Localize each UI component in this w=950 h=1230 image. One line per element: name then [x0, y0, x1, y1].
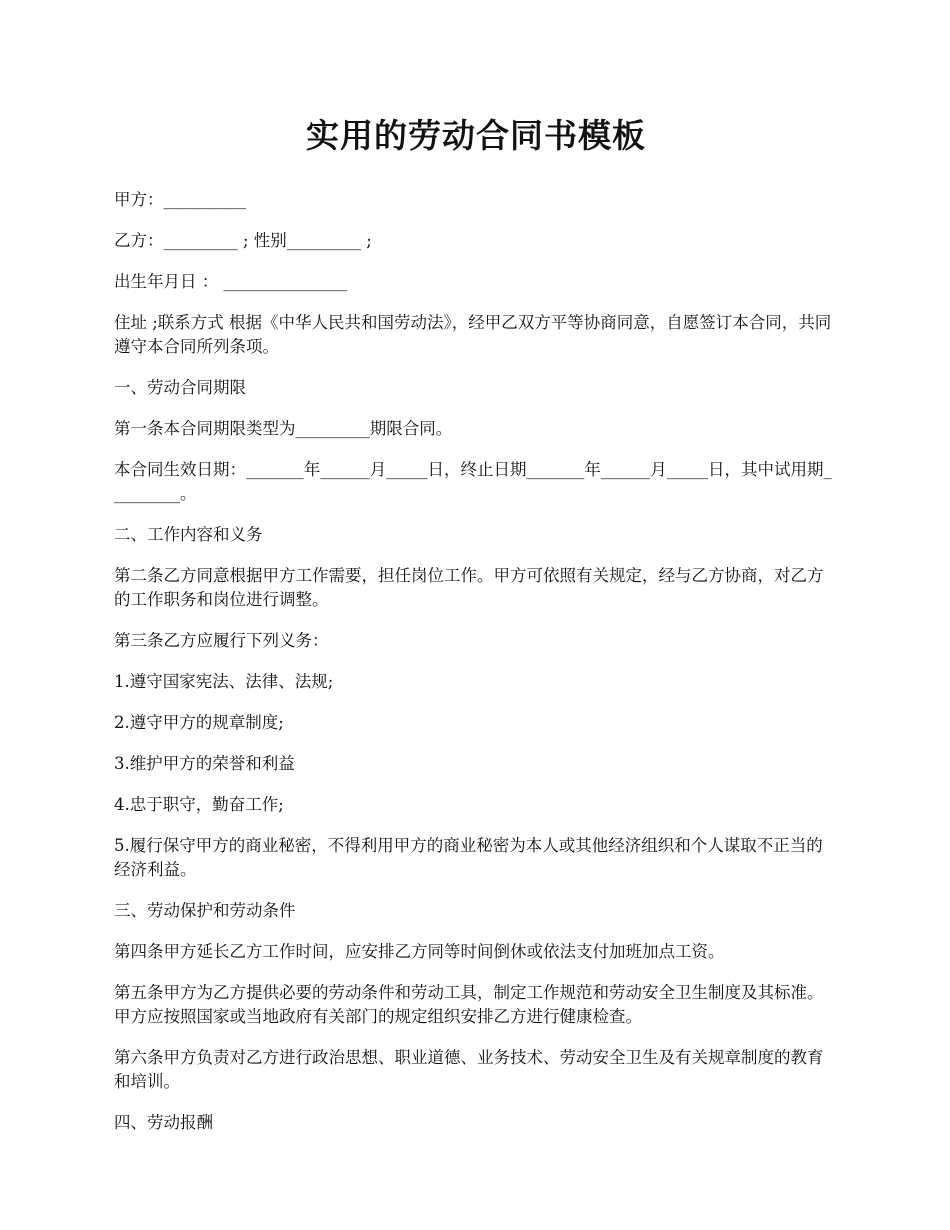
article-4: 第四条甲方延长乙方工作时间，应安排乙方同等时间倒休或依法支付加班加点工资。: [114, 942, 725, 961]
duty-item: 2.遵守甲方的规章制度;: [114, 713, 284, 732]
document-title: 实用的劳动合同书模板: [306, 116, 646, 155]
article-5: 第五条甲方为乙方提供必要的劳动条件和劳动工具，制定工作规范和劳动安全卫生制度及其标准。 甲方应按照国家或当地政府有关部门的规定组织安排乙方进行健康检查。: [114, 983, 829, 1026]
address-preamble: 住址 ;联系方式 根据《中华人民共和国劳动法》，经甲乙双方平等协商同意，自愿签订本合同，共同遵守本合同所列条项。: [114, 313, 832, 356]
article-1: 第一条本合同期限类型为_________期限合同。: [114, 419, 453, 438]
article-3: 第三条乙方应履行下列义务：: [114, 631, 329, 650]
section-heading-duties: 二、工作内容和义务: [114, 525, 263, 544]
party-b-line: 乙方：_________ ; 性别_________ ;: [114, 231, 372, 250]
effective-date-line: 本合同生效日期：_______年______月_____日，终止日期_______年______月_____日，其中试用期_________。: [114, 460, 832, 503]
article-2: 第二条乙方同意根据甲方工作需要，担任岗位工作。甲方可依照有关规定，经与乙方协商，对乙方的工作职务和岗位进行调整。: [114, 566, 824, 609]
section-heading-protection: 三、劳动保护和劳动条件: [114, 901, 296, 920]
duty-item: 3.维护甲方的荣誉和利益: [114, 754, 295, 773]
section-heading-pay: 四、劳动报酬: [114, 1113, 213, 1132]
duty-item: 5.履行保守甲方的商业秘密，不得利用甲方的商业秘密为本人或其他经济组织和个人谋取不正当的经济利益。: [114, 836, 823, 879]
section-heading-term: 一、劳动合同期限: [114, 378, 246, 397]
party-a-line: 甲方：__________: [114, 190, 246, 209]
article-6: 第六条甲方负责对乙方进行政治思想、职业道德、业务技术、劳动安全卫生及有关规章制度的教育和培训。: [114, 1048, 824, 1091]
duty-item: 4.忠于职守，勤奋工作;: [114, 795, 284, 814]
duty-item: 1.遵守国家宪法、法律、法规;: [114, 672, 334, 691]
birth-date-line: 出生年月日 ： _______________: [114, 272, 348, 291]
